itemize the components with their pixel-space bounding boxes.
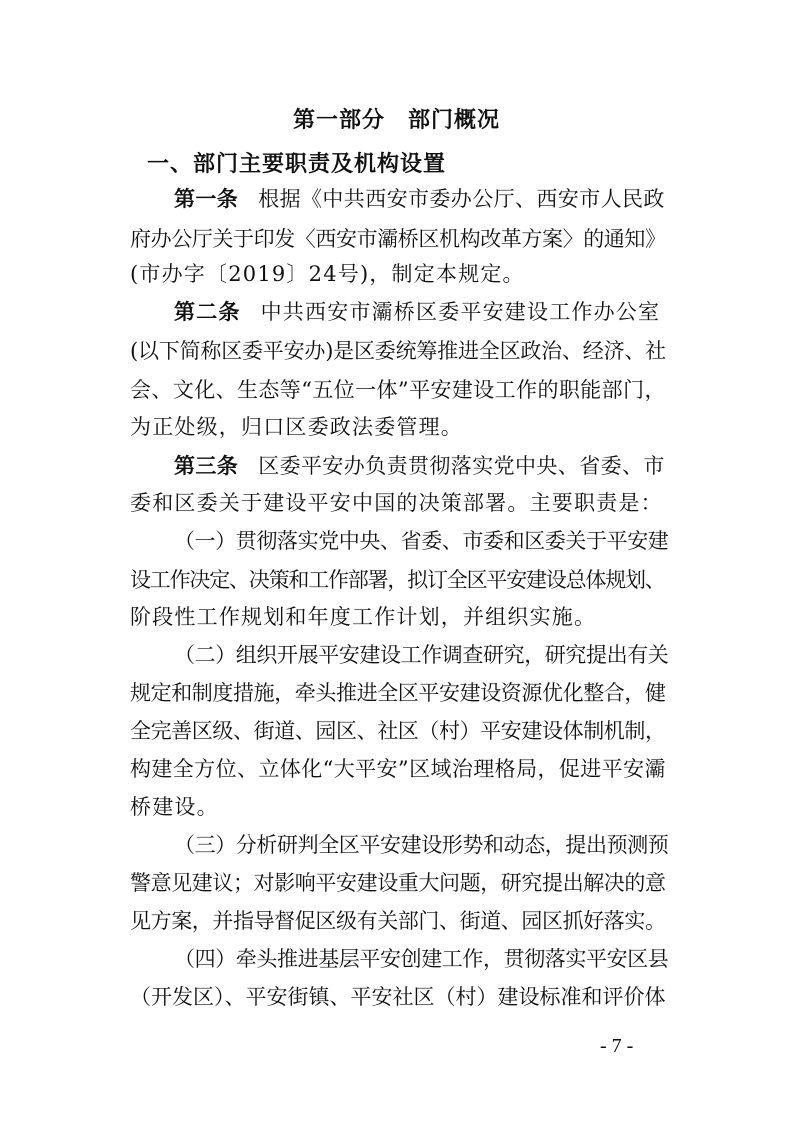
article-2-line-3: 会、文化、生态等“五位一体”平安建设工作的职能部门，: [130, 378, 666, 402]
item-3-line-2: 警意见建议；对影响平安建设重大问题，研究提出解决的意: [130, 871, 666, 895]
article-2-line-1: [174, 298, 660, 326]
article-1-line-2: 府办公厅关于印发〈西安市灞桥区机构改革方案〉的通知》: [130, 227, 666, 251]
page-title: 第一部分 部门概况: [292, 108, 500, 133]
item-2-line-5: 桥建设。: [130, 795, 219, 819]
item-4-line-1: （四）牵头推进基层平安创建工作，贯彻落实平安区县: [174, 947, 669, 971]
item-1-line-2: 设工作决定、决策和工作部署，拟订全区平安建设总体规划、: [130, 568, 665, 592]
item-3-line-3: 见方案，并指导督促区级有关部门、街道、园区抓好落实。: [130, 909, 666, 933]
article-1-line-3: (市办字〔2019〕24号)，制定本规定。: [130, 262, 525, 286]
article-3-line-1: [174, 452, 665, 480]
item-3-line-1: （三）分析研判全区平安建设形势和动态，提出预测预: [174, 833, 669, 857]
article-2-line-4: 为正处级，归口区委政法委管理。: [130, 415, 463, 439]
article-1-text-1: 根据《中共西安市委办公厅、西安市人民政: [258, 187, 665, 211]
item-1-line-1: （一）贯彻落实党中央、省委、市委和区委关于平安建: [174, 529, 669, 553]
article-3-line-2: 委和区委关于建设平安中国的决策部署。主要职责是：: [130, 491, 663, 515]
item-4-line-2: （开发区）、平安街镇、平安社区（村）建设标准和评价体: [130, 985, 666, 1009]
article-2-label: 第二条: [174, 300, 241, 324]
article-3-text-1: 区委平安办负责贯彻落实党中央、省委、市: [258, 454, 665, 478]
item-2-line-2: 规定和制度措施，牵头推进全区平安建设资源优化整合，健: [130, 681, 666, 705]
page-number: - 7 -: [600, 1035, 634, 1057]
item-2-line-1: （二）组织开展平安建设工作调查研究，研究提出有关: [174, 643, 669, 667]
item-1-line-3: 阶段性工作规划和年度工作计划，并组织实施。: [130, 605, 597, 629]
article-3-label: 第三条: [174, 454, 239, 478]
article-2-line-2: (以下简称区委平安办)是区委统筹推进全区政治、经济、社: [130, 339, 666, 363]
item-2-line-3: 全完善区级、街道、园区、社区（村）平安建设体制机制，: [130, 719, 666, 743]
article-2-text-1: 中共西安市灞桥区委平安建设工作办公室: [260, 300, 661, 324]
item-2-line-4: 构建全方位、立体化“大平安”区域治理格局，促进平安灞: [130, 757, 666, 781]
article-1-line-1: [174, 185, 665, 213]
article-1-label: 第一条: [174, 187, 239, 211]
section-heading: 一、部门主要职责及机构设置: [147, 152, 447, 177]
